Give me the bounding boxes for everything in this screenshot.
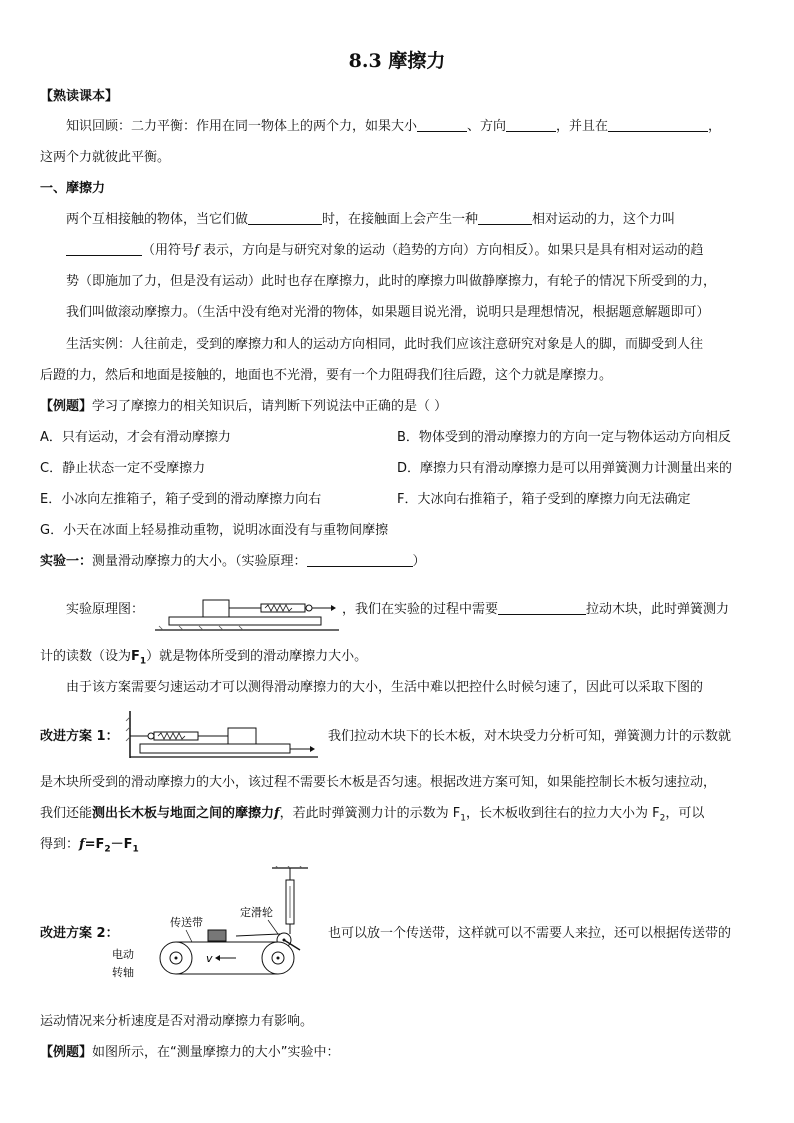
plan2-text: 也可以放一个传送带，这样就可以不需要人来拉，还可以根据传送带的: [328, 926, 732, 941]
plan1-line-2: 是木块所受到的滑动摩擦力的大小，该过程不需要长木板是否匀速。根据改进方案可知，如果能控制长木板匀速拉动，: [40, 775, 717, 790]
blank-uniform[interactable]: [498, 600, 586, 615]
definition-line-4: 我们叫做滚动摩擦力。（生活中没有绝对光滑的物体，如果题目说光滑，说明只是理想情况，根据题意解题即可）: [66, 305, 710, 320]
subscript-1: 1: [460, 813, 466, 824]
wood-block: [203, 600, 229, 617]
option-a[interactable]: A．只有运动，才会有滑动摩擦力: [40, 430, 231, 445]
formula: [79, 837, 139, 855]
option-b[interactable]: B．物体受到的滑动摩擦力的方向一定与物体运动方向相反: [397, 430, 731, 445]
example-tag: 【例题】: [40, 1045, 93, 1060]
blank-size[interactable]: [417, 117, 467, 132]
plan2-diagram: [108, 866, 318, 982]
definition-line-3: 势（即施加了力，但是没有运动）此时也存在摩擦力，此时的摩擦力叫做静摩擦力，有轮子的情况下所受到的力，: [66, 274, 717, 289]
principle-label: 实验原理图：: [66, 602, 145, 617]
plan1-text: 我们拉动木块下的长木板，对木块受力分析可知，弹簧测力计的示数就: [328, 729, 732, 744]
plan2-label: 改进方案 2：: [40, 926, 119, 941]
motor-label-1: 电动: [112, 948, 134, 961]
section-read-heading: 【熟读课本】: [40, 89, 119, 104]
example-question-text: 学习了摩擦力的相关知识后，请判断下列说法中正确的是（ ）: [92, 399, 448, 414]
motor-label-2: 转轴: [112, 966, 134, 979]
plan1-diagram: [124, 711, 320, 759]
pulley-label: 定滑轮: [240, 906, 273, 919]
life-example-line-2: 后蹬的力，然后和地面是接触的，地面也不光滑，要有一个力阻碍我们往后蹬，这个力就是摩擦力。: [40, 368, 613, 383]
option-f[interactable]: F．大冰向右推箱子，箱子受到的摩擦力向无法确定: [397, 492, 691, 507]
def-text: 时，在接触面上会产生一种: [322, 212, 479, 227]
subscript-1: 1: [132, 844, 139, 855]
heading-friction: 一、摩擦力: [40, 181, 106, 196]
plan1-text-d: ，长木板收到往右的拉力大小为 F: [465, 806, 660, 821]
principle-text-b: 拉动木块，此时弹簧测力: [586, 602, 730, 617]
plan1-label: 改进方案 1：: [40, 729, 119, 744]
blank-resist[interactable]: [478, 210, 532, 225]
review-text: ，并且在: [556, 119, 609, 134]
plan1-text-a: 我们还能: [40, 806, 93, 821]
principle-diagram: [153, 592, 341, 632]
symbol-f: f: [194, 243, 199, 258]
subscript-2: 2: [659, 813, 666, 824]
subscript-1: 1: [139, 656, 147, 667]
principle-line-3: 由于该方案需要匀速运动才可以测得滑动摩擦力的大小，生活中难以把控什么时候匀速了，因此可以采取下图的: [66, 680, 704, 695]
formula-part: －F: [110, 837, 133, 852]
velocity-label: v: [206, 952, 213, 965]
symbol-F: F: [131, 649, 140, 664]
example-tag: 【例题】: [40, 399, 93, 414]
blank-relative-motion[interactable]: [248, 210, 322, 225]
board: [169, 617, 321, 625]
principle-text-a: ，我们在实验的过程中需要: [342, 602, 499, 617]
long-board: [140, 744, 290, 753]
def-text: 相对运动的力，这个力叫: [532, 212, 676, 227]
example-question-text: 如图所示，在“测量摩擦力的大小”实验中：: [92, 1045, 340, 1060]
symbol-f: f: [274, 806, 280, 821]
def-text: 两个互相接触的物体，当它们做: [66, 212, 249, 227]
block: [208, 930, 226, 941]
blank-friction-name[interactable]: [66, 241, 142, 256]
example2-question: [40, 1043, 340, 1063]
plan1-line-3: [40, 804, 704, 829]
belt-label: 传送带: [170, 916, 203, 929]
plan1-text-bold: 测出长木板与地面之间的摩擦力: [92, 806, 275, 821]
experiment-text: ）: [412, 554, 426, 569]
review-line-2: 这两个力就彼此平衡。: [40, 150, 171, 165]
review-text: 知识回顾：二力平衡：作用在同一物体上的两个力，如果大小: [66, 119, 418, 134]
experiment-label: 实验一：: [40, 554, 93, 569]
principle-text-c: 计的读数（设为: [40, 649, 132, 664]
principle-text-d: ）就是物体所受到的滑动摩擦力大小。: [146, 649, 368, 664]
page-title: 8.3 摩擦力: [348, 50, 446, 72]
blank-direction[interactable]: [506, 117, 556, 132]
plan1-text-e: ，可以: [665, 806, 705, 821]
example1-question: [40, 397, 447, 417]
definition-line-2: [66, 241, 703, 261]
wood-block: [228, 728, 256, 744]
option-e[interactable]: E．小冰向左推箱子，箱子受到的滑动摩擦力向右: [40, 492, 322, 507]
plan1-formula-line: [40, 835, 139, 860]
plan1-text-c: ，若此时弹簧测力计的示数为 F: [279, 806, 461, 821]
blank-line[interactable]: [608, 117, 708, 132]
def-text: （用符号: [142, 243, 195, 258]
option-d[interactable]: D．摩擦力只有滑动摩擦力是可以用弹簧测力计测量出来的: [397, 461, 733, 476]
life-example-line-1: 生活实例：人往前走，受到的摩擦力和人的运动方向相同，此时我们应该注意研究对象是人的脚，而脚受到人往: [66, 337, 704, 352]
def-text: 表示，方向是与研究对象的运动（趋势的方向）方向相反）。如果只是具有相对运动的趋: [198, 243, 704, 258]
plan1-text-f: 得到：: [40, 837, 80, 852]
option-g[interactable]: G．小天在冰面上轻易推动重物，说明冰面没有与重物间摩擦: [40, 523, 389, 538]
principle-line-2: [40, 647, 367, 672]
option-c[interactable]: C．静止状态一定不受摩擦力: [40, 461, 206, 476]
blank-principle[interactable]: [307, 552, 413, 567]
review-line-1: [66, 117, 721, 137]
subscript-2: 2: [104, 844, 111, 855]
definition-line-1: [66, 210, 675, 230]
formula-part: =F: [84, 837, 105, 852]
principle-text: [342, 600, 729, 620]
experiment1-line: [40, 552, 426, 572]
symbol-f: f: [79, 837, 85, 852]
plan2-line-2: 运动情况来分析速度是否对滑动摩擦力有影响。: [40, 1014, 314, 1029]
review-text: 、方向: [467, 119, 507, 134]
review-text: ，: [708, 119, 722, 134]
experiment-text: 测量滑动摩擦力的大小。（实验原理：: [92, 554, 307, 569]
